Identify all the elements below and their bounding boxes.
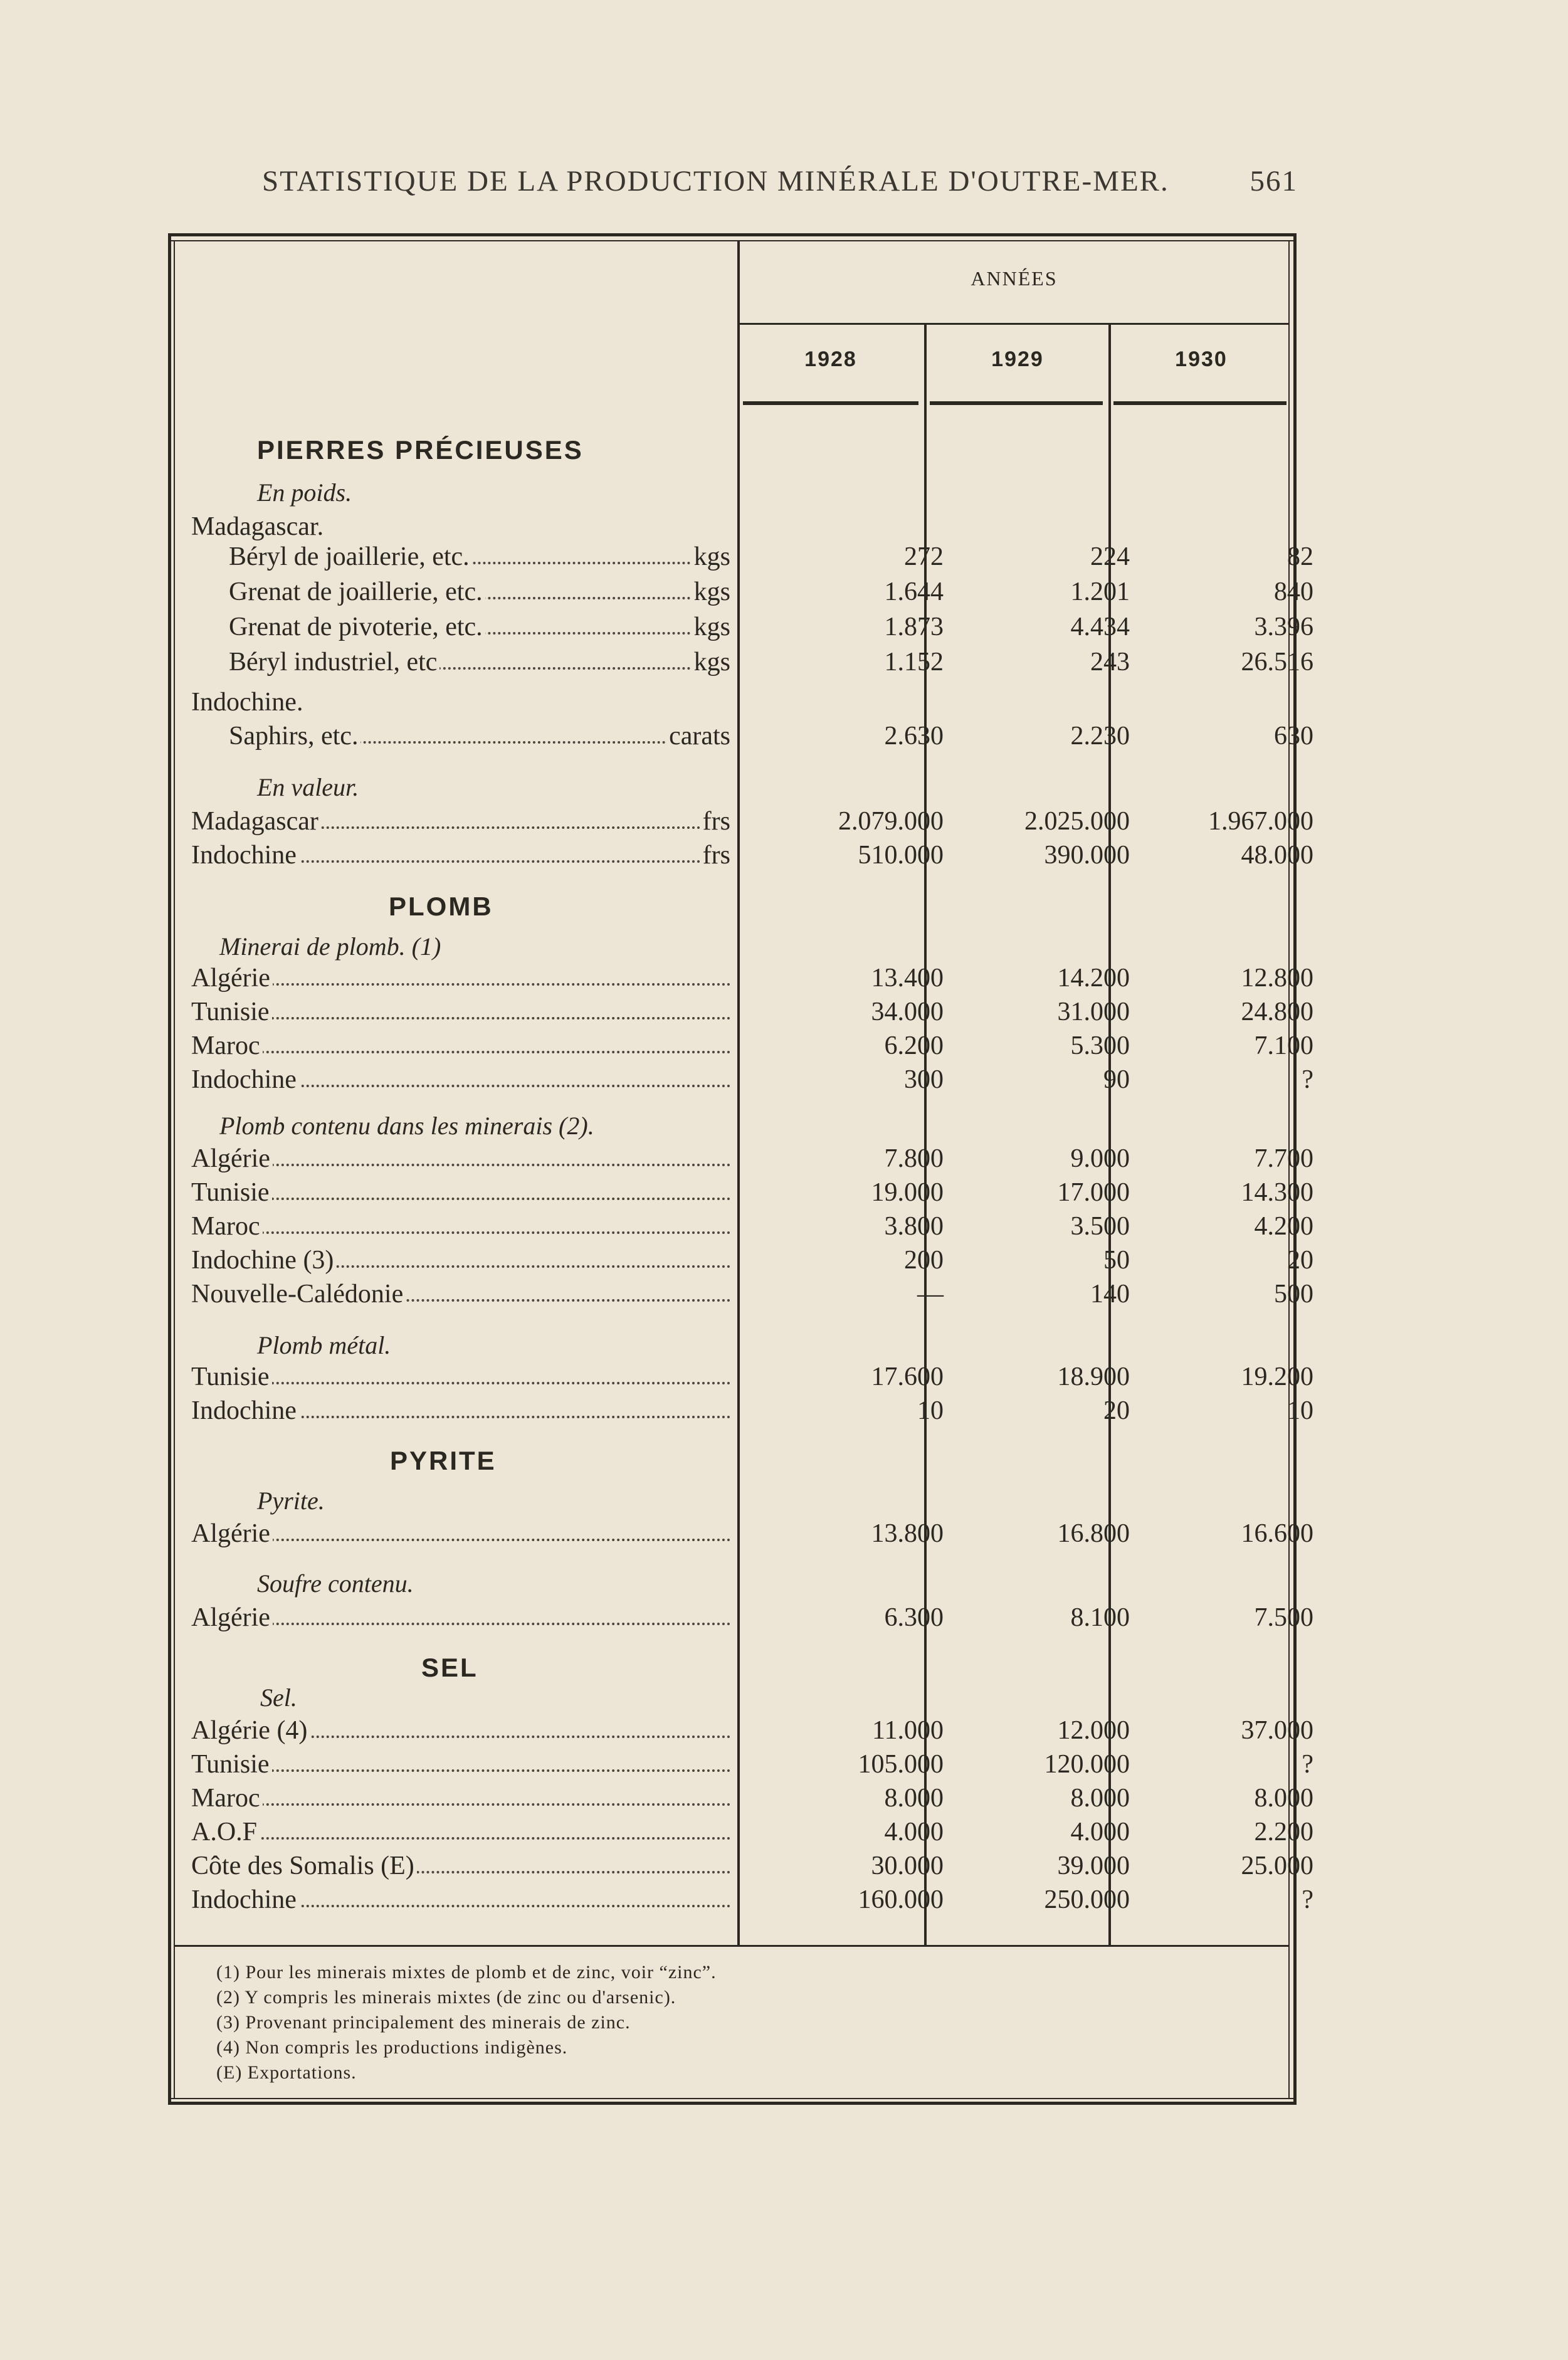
- value-1929: 18.900: [1057, 1362, 1130, 1391]
- row-unit: kgs: [692, 542, 730, 572]
- row-label: Algérie: [191, 1144, 273, 1173]
- row-label: Tunisie: [191, 1750, 272, 1779]
- section-sel: SEL: [421, 1653, 478, 1682]
- row-label: A.O.F: [191, 1818, 260, 1846]
- value-1929: 243: [1090, 648, 1130, 677]
- value-1930: 2.200: [1254, 1818, 1313, 1846]
- value-1929: 14.200: [1057, 964, 1130, 993]
- value-1929: 1.201: [1070, 577, 1130, 606]
- region-madagascar: Madagascar.: [191, 512, 324, 541]
- footnote: (1) Pour les minerais mixtes de plomb et de zinc, voir “zinc”.: [216, 1962, 717, 1983]
- value-1930: 24.800: [1241, 998, 1313, 1026]
- row-label: Algérie: [191, 1603, 273, 1632]
- row-label: Grenat de joaillerie, etc.: [229, 577, 485, 606]
- row-unit: frs: [700, 806, 730, 836]
- value-1930: 12.800: [1241, 964, 1313, 993]
- row-unit: frs: [700, 840, 730, 870]
- value-1929: 224: [1090, 542, 1130, 571]
- value-1928: 19.000: [871, 1178, 944, 1207]
- region-indochine: Indochine.: [191, 688, 303, 717]
- value-1929: 9.000: [1070, 1144, 1130, 1173]
- row-label: Algérie: [191, 964, 273, 993]
- value-1929: 390.000: [1044, 841, 1130, 870]
- row-label: Maroc: [191, 1784, 263, 1813]
- value-1930: 82: [1287, 542, 1313, 571]
- page-number: 561: [1250, 165, 1298, 198]
- table-row: [191, 1031, 1313, 1065]
- table-row: [191, 1279, 1313, 1313]
- value-1928: 1.873: [884, 613, 944, 641]
- value-1930: 8.000: [1254, 1784, 1313, 1813]
- table-row: [191, 1749, 1313, 1783]
- subheading-pyrite: Pyrite.: [257, 1487, 325, 1515]
- section-plomb: PLOMB: [389, 892, 493, 921]
- value-1929: 39.000: [1057, 1852, 1130, 1880]
- value-1930: 20: [1287, 1246, 1313, 1275]
- value-1930: 48.000: [1241, 841, 1313, 870]
- value-1929: 120.000: [1044, 1750, 1130, 1779]
- value-1928: 17.600: [871, 1362, 944, 1391]
- row-label: Maroc: [191, 1212, 263, 1241]
- value-1928: 2.079.000: [838, 807, 944, 836]
- value-1930: 26.516: [1241, 648, 1313, 677]
- table-row: [229, 612, 1313, 646]
- table-row: [191, 997, 1313, 1031]
- value-1928: 13.800: [871, 1519, 944, 1548]
- value-1930: ?: [1302, 1885, 1313, 1914]
- value-1930: 630: [1274, 722, 1313, 751]
- row-label: Maroc: [191, 1031, 263, 1060]
- section-pyrite: PYRITE: [390, 1446, 497, 1475]
- row-label: Béryl de joaillerie, etc.: [229, 542, 472, 571]
- footnote: (2) Y compris les minerais mixtes (de zinc ou d'arsenic).: [216, 1987, 676, 2008]
- table-row: [191, 1245, 1313, 1279]
- table-row: [229, 542, 1313, 576]
- subheading-soufre-contenu: Soufre contenu.: [257, 1569, 414, 1598]
- row-label: Indochine: [191, 1885, 299, 1914]
- row-label: Indochine: [191, 1065, 299, 1094]
- value-1929: 31.000: [1057, 998, 1130, 1026]
- row-label: Indochine: [191, 841, 299, 870]
- footnote: (3) Provenant principalement des minerais de zinc.: [216, 2012, 631, 2033]
- value-1929: 2.025.000: [1024, 807, 1130, 836]
- value-1928: 4.000: [884, 1818, 944, 1846]
- table-row: [191, 1783, 1313, 1817]
- value-1930: 25.000: [1241, 1852, 1313, 1880]
- table-row: [191, 1715, 1313, 1749]
- row-unit: kgs: [692, 612, 730, 642]
- subheading-plomb-metal: Plomb métal.: [257, 1331, 391, 1359]
- table-row: [191, 1519, 1313, 1552]
- value-1930: 840: [1274, 577, 1313, 606]
- value-1930: 19.200: [1241, 1362, 1313, 1391]
- row-label: Côte des Somalis (E): [191, 1852, 417, 1880]
- value-1930: ?: [1302, 1750, 1313, 1779]
- row-label: Algérie (4): [191, 1716, 310, 1745]
- page-title: STATISTIQUE DE LA PRODUCTION MINÉRALE D'OUTRE-MER.: [262, 165, 1169, 198]
- value-1928: 13.400: [871, 964, 944, 993]
- value-1930: 16.600: [1241, 1519, 1313, 1548]
- value-1928: 1.152: [884, 648, 944, 677]
- value-1930: 7.500: [1254, 1603, 1313, 1632]
- table-row: [191, 1362, 1313, 1396]
- value-1930: 7.100: [1254, 1031, 1313, 1060]
- subheading-en-valeur: En valeur.: [257, 773, 359, 801]
- value-1930: 14.300: [1241, 1178, 1313, 1207]
- value-1929: 8.100: [1070, 1603, 1130, 1632]
- value-1929: 50: [1103, 1246, 1130, 1275]
- table-row: [191, 1603, 1313, 1636]
- value-1928: 7.800: [884, 1144, 944, 1173]
- value-1929: 17.000: [1057, 1178, 1130, 1207]
- row-label: Indochine (3): [191, 1246, 336, 1275]
- value-1929: 8.000: [1070, 1784, 1130, 1813]
- value-1928: 160.000: [858, 1885, 944, 1914]
- value-1928: 6.200: [884, 1031, 944, 1060]
- table-row: [191, 1211, 1313, 1245]
- value-1930: ?: [1302, 1065, 1313, 1094]
- subheading-sel: Sel.: [260, 1683, 297, 1712]
- value-1928: 11.000: [872, 1716, 944, 1745]
- value-1928: 10: [917, 1396, 944, 1425]
- value-1928: 6.300: [884, 1603, 944, 1632]
- table-row: [191, 840, 1313, 874]
- footnote: (E) Exportations.: [216, 2062, 357, 2083]
- value-1930: 4.200: [1254, 1212, 1313, 1241]
- value-1928: 30.000: [871, 1852, 944, 1880]
- subheading-en-poids: En poids.: [257, 478, 352, 507]
- value-1929: 250.000: [1044, 1885, 1130, 1914]
- value-1928: 510.000: [858, 841, 944, 870]
- footnote: (4) Non compris les productions indigènes.: [216, 2037, 568, 2058]
- year-1930: 1930: [1175, 347, 1228, 371]
- table-row: [229, 577, 1313, 611]
- row-unit: carats: [666, 721, 730, 751]
- value-1929: 3.500: [1070, 1212, 1130, 1241]
- value-1930: 3.396: [1254, 613, 1313, 641]
- value-1928: 105.000: [858, 1750, 944, 1779]
- value-1928: 1.644: [884, 577, 944, 606]
- footnotes: [216, 1960, 717, 2085]
- row-label: Algérie: [191, 1519, 273, 1548]
- row-label: Grenat de pivoterie, etc.: [229, 613, 485, 641]
- value-1928: —: [917, 1280, 944, 1309]
- row-unit: kgs: [692, 577, 730, 607]
- subheading-minerai-plomb: Minerai de plomb. (1): [219, 932, 441, 961]
- year-1928: 1928: [804, 347, 857, 371]
- value-1930: 500: [1274, 1280, 1313, 1309]
- table-row: [191, 1817, 1313, 1851]
- value-1928: 2.630: [884, 722, 944, 751]
- row-label: Tunisie: [191, 1178, 272, 1207]
- table-row: [191, 1851, 1313, 1885]
- value-1929: 4.434: [1070, 613, 1130, 641]
- value-1930: 10: [1287, 1396, 1313, 1425]
- value-1929: 2.230: [1070, 722, 1130, 751]
- value-1928: 8.000: [884, 1784, 944, 1813]
- value-1928: 272: [904, 542, 944, 571]
- row-label: Tunisie: [191, 1362, 272, 1391]
- value-1930: 7.700: [1254, 1144, 1313, 1173]
- value-1928: 300: [904, 1065, 944, 1094]
- table-row: [191, 1177, 1313, 1211]
- value-1929: 4.000: [1070, 1818, 1130, 1846]
- table-row: [229, 647, 1313, 681]
- row-label: Indochine: [191, 1396, 299, 1425]
- table-row: [191, 806, 1313, 840]
- section-pierres-precieuses: PIERRES PRÉCIEUSES: [257, 435, 584, 465]
- row-unit: kgs: [692, 647, 730, 677]
- value-1930: 37.000: [1241, 1716, 1313, 1745]
- table-row: [229, 721, 1313, 755]
- table-row: [191, 1144, 1313, 1177]
- table-row: [191, 1885, 1313, 1919]
- value-1929: 140: [1090, 1280, 1130, 1309]
- row-label: Saphirs, etc.: [229, 722, 360, 751]
- subheading-plomb-contenu: Plomb contenu dans les minerais (2).: [219, 1112, 594, 1140]
- row-label: Tunisie: [191, 998, 272, 1026]
- table-row: [191, 1065, 1313, 1098]
- value-1928: 3.800: [884, 1212, 944, 1241]
- value-1929: 16.800: [1057, 1519, 1130, 1548]
- row-label: Nouvelle-Calédonie: [191, 1280, 406, 1309]
- value-1930: 1.967.000: [1208, 807, 1313, 836]
- row-label: Madagascar: [191, 807, 321, 836]
- row-label: Béryl industriel, etc: [229, 648, 439, 677]
- table-row: [191, 1396, 1313, 1430]
- value-1928: 200: [904, 1246, 944, 1275]
- year-1929: 1929: [991, 347, 1044, 371]
- value-1928: 34.000: [871, 998, 944, 1026]
- table-row: [191, 963, 1313, 997]
- value-1929: 20: [1103, 1396, 1130, 1425]
- years-heading: ANNÉES: [971, 267, 1058, 290]
- value-1929: 12.000: [1057, 1716, 1130, 1745]
- value-1929: 5.300: [1070, 1031, 1130, 1060]
- value-1929: 90: [1103, 1065, 1130, 1094]
